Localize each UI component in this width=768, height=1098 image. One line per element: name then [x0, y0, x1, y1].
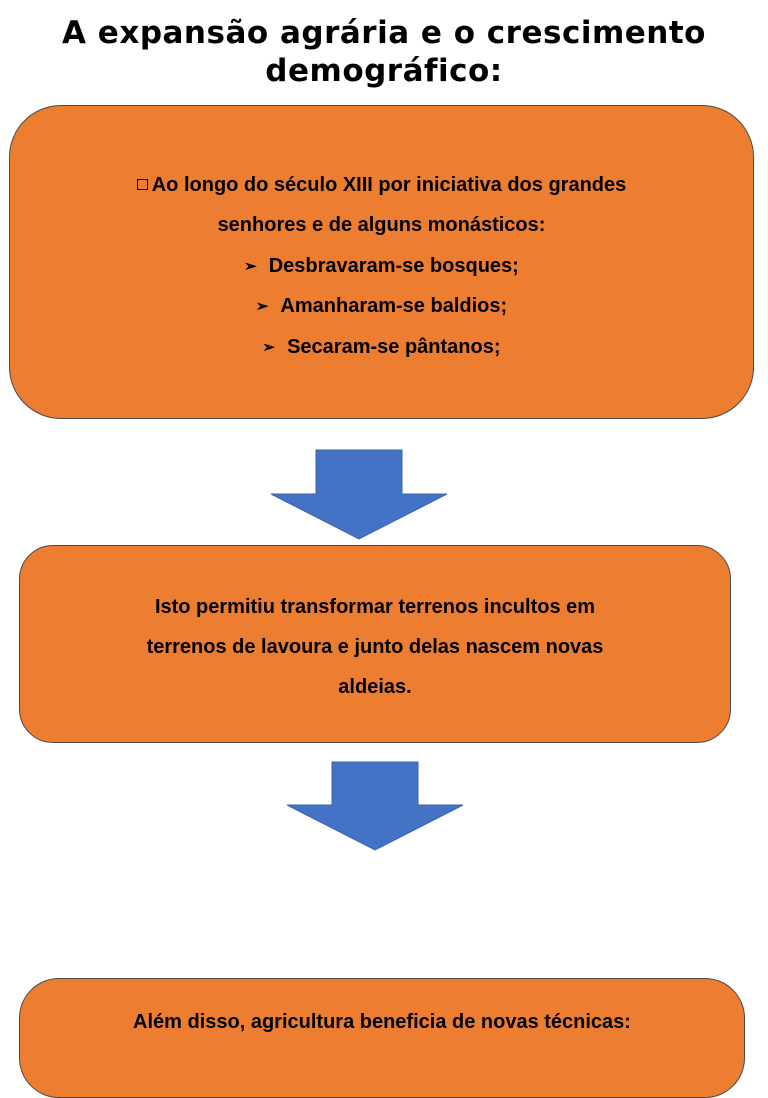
square-bullet-icon [137, 179, 148, 190]
box3-line-1: Além disso, agricultura beneficia de novas técnicas: [133, 1011, 631, 1033]
intro-line-2: senhores e de alguns monásticos: [217, 214, 546, 236]
box2-line-3: aldeias. [338, 676, 412, 698]
step-box-2 [19, 545, 731, 743]
bullet-item [10, 336, 753, 359]
bullet-text: Secaram-se pântanos; [287, 336, 501, 358]
intro-line-1 [10, 174, 753, 197]
box2-line-2: terrenos de lavoura e junto delas nascem novas [146, 636, 604, 658]
bullet-item [10, 295, 753, 318]
title-line-2: demográfico: [265, 53, 503, 89]
intro-text-1: Ao longo do século XIII por iniciativa dos grandes [151, 174, 627, 196]
step-box-1 [9, 105, 754, 419]
title-line-1: A expansão agrária e o crescimento [62, 15, 706, 51]
arrowhead-bullet-icon: ➢ [262, 339, 276, 356]
step-box-3 [19, 978, 745, 1098]
bullet-item [10, 255, 753, 278]
page-title [0, 14, 768, 90]
down-arrow-icon [286, 761, 464, 851]
bullet-text: Amanharam-se baldios; [280, 295, 508, 317]
down-arrow-icon [270, 449, 448, 541]
box2-line-1: Isto permitiu transformar terrenos incultos em [154, 596, 596, 618]
bullet-text: Desbravaram-se bosques; [268, 255, 519, 277]
arrowhead-bullet-icon: ➢ [244, 258, 257, 275]
arrowhead-bullet-icon: ➢ [255, 298, 269, 315]
